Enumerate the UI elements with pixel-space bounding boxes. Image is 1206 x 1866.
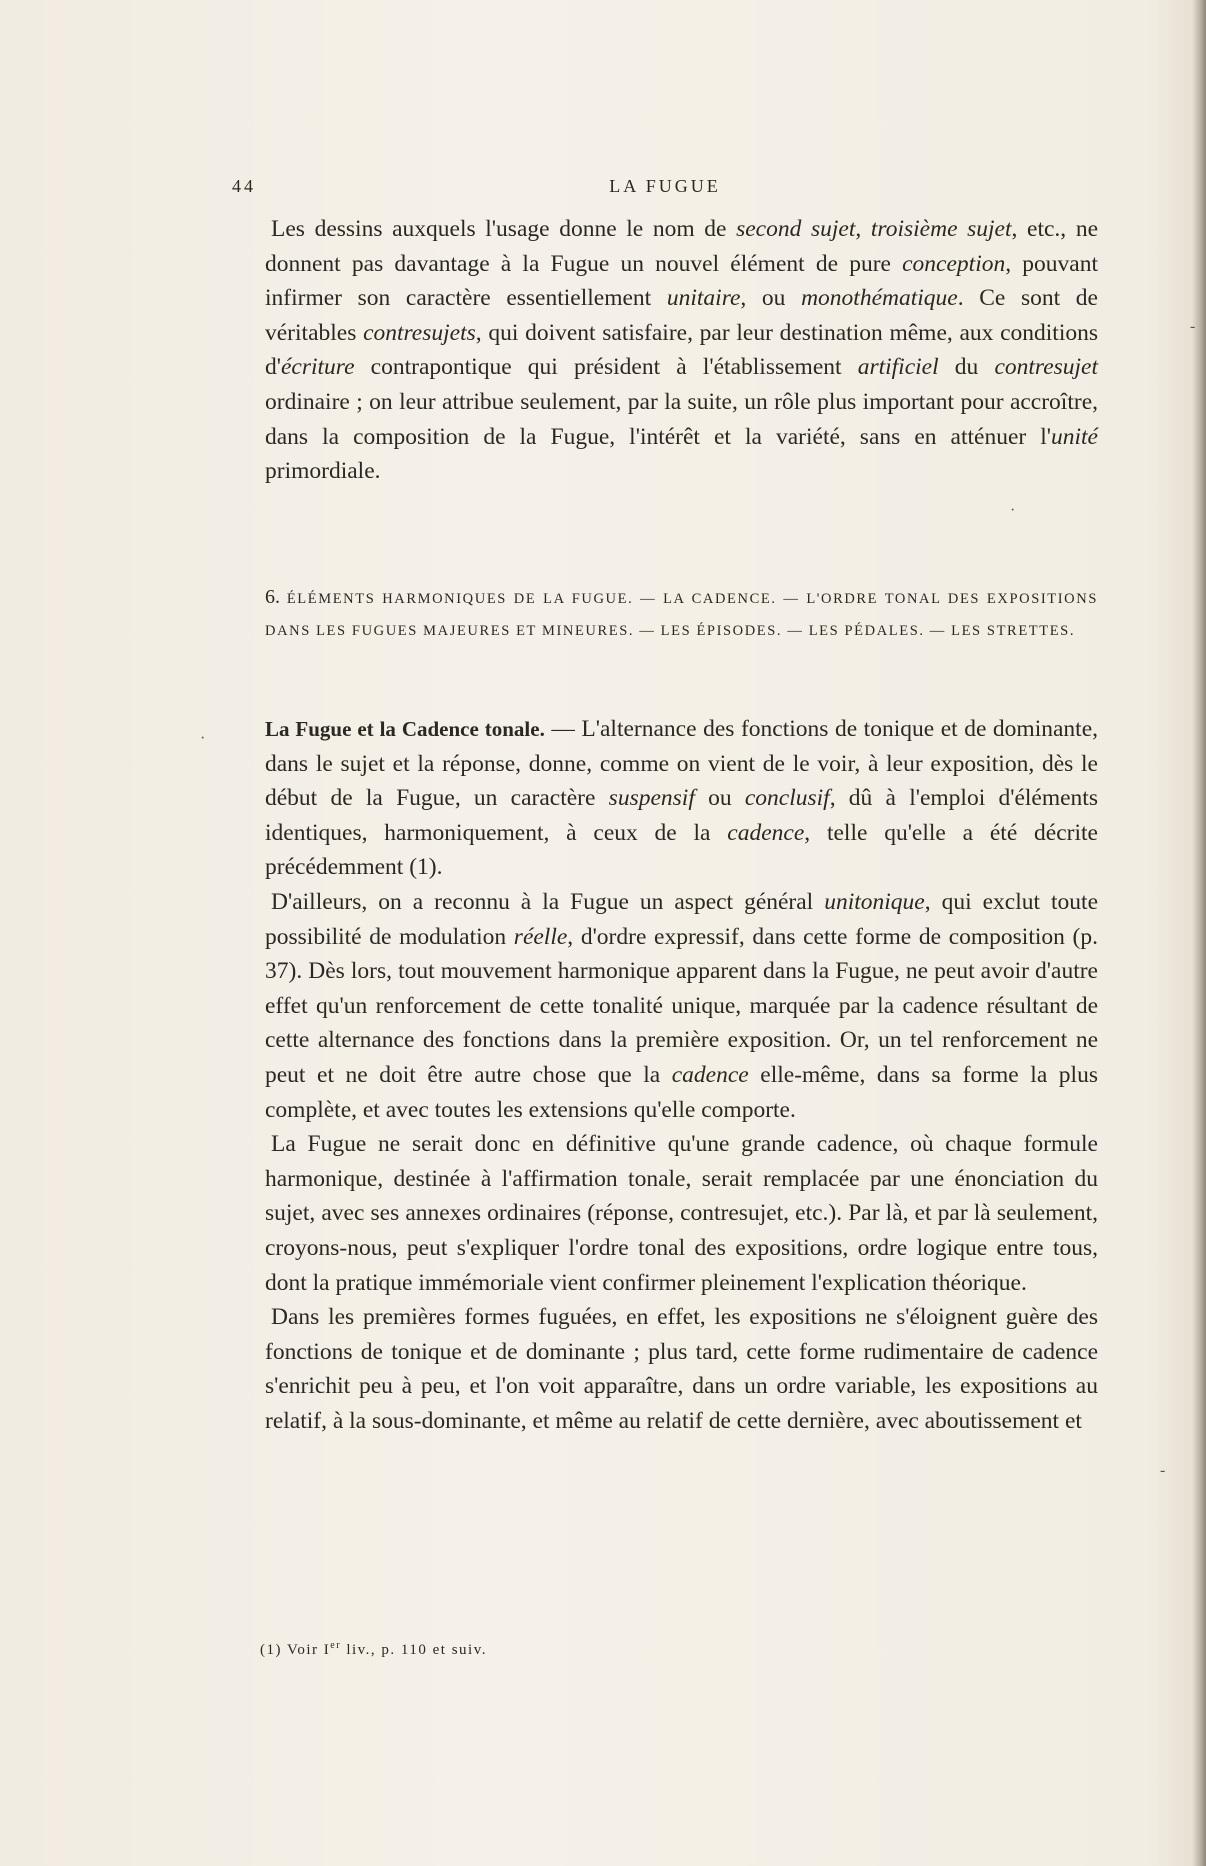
page-number: 44 <box>232 176 256 196</box>
stray-mark: - <box>1160 1462 1166 1479</box>
main-text <box>265 712 1098 1438</box>
stray-mark: - <box>1190 318 1196 335</box>
footnote: (1) Voir Ier liv., p. 110 et suiv. <box>260 1640 487 1658</box>
stray-mark: · <box>1010 502 1016 519</box>
paragraph-4: La Fugue ne serait donc en définitive qu'une grande cadence, où chaque formule harmonique, destinée à l'affirmation tonale, serait remplacée par une énonciation du sujet, avec ses annexes ordinaires (réponse, contresujet, etc.). Par là, et par là seulement, croyons-nous, peut s'expliquer l'ordre tonal des expositions, ordre logique entre tous, dont la pratique immémoriale vient confirmer pleinement l'explication théorique. <box>265 1131 1098 1296</box>
stray-mark: · <box>200 730 206 747</box>
section-title: ÉLÉMENTS HARMONIQUES DE LA FUGUE. — LA CADENCE. — L'ORDRE TONAL DES EXPOSITIONS DANS LES FUGUES MAJEURES ET MINEURES. — LES ÉPISODES. — LES PÉDALES. — LES STRETTES. <box>265 591 1098 639</box>
paragraph-2: La Fugue et la Cadence tonale. — L'alternance des fonctions de tonique et de dominante, dans le sujet et la réponse, donne, comme on vient de le voir, à leur exposition, dès le début de la Fugue, un caractère suspensif ou conclusif, dû à l'emploi d'éléments identiques, harmoniquement, à ceux de la cadence, telle qu'elle a été décrite précédemment (1). <box>265 716 1099 881</box>
paragraph-5: Dans les premières formes fuguées, en effet, les expositions ne s'éloignent guère des fonctions de tonique et de dominante ; plus tard, cette forme rudimentaire de cadence s'enrichit peu à peu, et l'on voit apparaître, dans un ordre variable, les expositions au relatif, à la sous-dominante, et même au relatif de cette dernière, avec aboutissement et <box>265 1304 1098 1434</box>
section-number: 6. <box>265 586 280 608</box>
paragraph-1: Les dessins auxquels l'usage donne le nom de second sujet, troisième sujet, etc., ne donnent pas davantage à la Fugue un nouvel élément de pure conception, pouvant infirmer son caractère essentiellement unitaire, ou monothématique. Ce sont de véritables contresujets, qui doivent satisfaire, par leur destination même, aux conditions d'écriture contrapontique qui président à l'établissement artificiel du contresujet ordinaire ; on leur attribue seulement, par la suite, un rôle plus important pour accroître, dans la composition de la Fugue, l'intérêt et la variété, sans en atténuer l'unité primordiale. <box>265 216 1099 485</box>
section-heading <box>265 581 1098 647</box>
paragraph-3: D'ailleurs, on a reconnu à la Fugue un aspect général unitonique, qui exclut toute possibilité de modulation réelle, d'ordre expressif, dans cette forme de composition (p. 37). Dès lors, tout mouvement harmonique apparent dans la Fugue, ne peut avoir d'autre effet qu'un renforcement de cette tonalité unique, marquée par la cadence résultant de cette alternance des fonctions dans la première exposition. Or, un tel renforcement ne peut et ne doit être autre chose que la cadence elle-même, dans sa forme la plus complète, et avec toutes les extensions qu'elle comporte. <box>265 888 1098 1123</box>
page-edge <box>1192 0 1206 1866</box>
run-in-heading: La Fugue et la Cadence tonale. <box>265 717 545 741</box>
running-title: LA FUGUE <box>609 176 721 196</box>
page-header <box>232 176 1098 200</box>
